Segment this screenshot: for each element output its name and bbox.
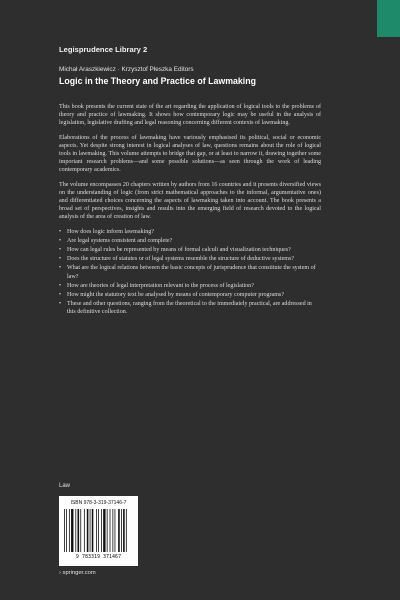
- bullet-icon: •: [59, 237, 62, 244]
- barcode-digits: 9 783319 371467: [75, 554, 122, 560]
- editors-line: Michał Araszkiewicz · Krzysztof Płeszka Editors: [59, 66, 194, 73]
- barcode-bar: [84, 509, 85, 552]
- bullet-icon: •: [59, 247, 62, 254]
- barcode-bar: [90, 509, 91, 552]
- list-item: [59, 237, 321, 245]
- subject-category: Law: [59, 483, 71, 489]
- series-name: Legisprudence Library 2: [59, 45, 148, 54]
- accent-stripe: [377, 0, 400, 37]
- list-item: [59, 264, 321, 280]
- list-item-text: Does the structure of statutes or of legal systems resemble the structure of deductive systems?: [67, 256, 295, 263]
- bullet-icon: •: [59, 282, 62, 289]
- barcode-bar: [126, 509, 127, 552]
- barcode-bar: [69, 509, 70, 552]
- list-item-text: How might the statutory text be analysed by means of contemporary computer programs?: [67, 292, 284, 299]
- barcode-bar: [71, 509, 73, 552]
- barcode-bar: [75, 509, 76, 552]
- list-item-text: What are the logical relations between the basic concepts of jurisprudence that constitute the system of law?: [67, 265, 316, 280]
- list-item: [59, 282, 321, 290]
- barcode-bar: [96, 509, 97, 552]
- bullet-icon: •: [59, 228, 62, 235]
- barcode-bar: [98, 509, 99, 552]
- barcode-bar: [107, 509, 108, 552]
- bullet-icon: •: [59, 265, 62, 272]
- isbn-number: ISBN 978-3-319-37146-7: [70, 500, 127, 506]
- barcode-bar: [123, 509, 125, 552]
- barcode-bar: [118, 509, 120, 552]
- book-title: Logic in the Theory and Practice of Lawmaking: [59, 76, 256, 86]
- list-item-text: How does logic inform lawmaking?: [67, 228, 154, 235]
- list-item: [59, 228, 321, 236]
- barcode-bar: [101, 509, 102, 552]
- list-item: [59, 255, 321, 263]
- question-list: [59, 228, 321, 317]
- list-item-text: Are legal systems consistent and complete?: [67, 237, 173, 244]
- list-item-text: These and other questions, ranging from the theoretical to the immediately practical, are addressed in this definitive collection.: [67, 301, 312, 316]
- barcode-bar: [110, 509, 111, 552]
- list-item: [59, 300, 321, 316]
- blurb-paragraph: This book presents the current state of the art regarding the application of logical tools to the problems of theory and practice of lawmaking. It shows how contemporary logic may be useful in the analysis of legislation, legislative drafting and legal reasoning concerning different contexts of lawmaking.: [59, 104, 321, 127]
- list-item: [59, 291, 321, 299]
- bullet-icon: •: [59, 256, 62, 263]
- barcode-bar: [64, 509, 65, 552]
- barcode-bar: [78, 509, 80, 552]
- barcode-bar: [66, 509, 67, 552]
- blurb-paragraph: Elaborations of the process of lawmaking have variously emphasised its political, social or economic aspects. Yet despite strong interest in logical analyses of law, questions remains about the role of logical tools in lawmaking. This volume attempts to bridge that gap, or at least to narrow it, drawing together some important research problems—and some possible solutions—as seen through the work of leading contemporary academics.: [59, 134, 321, 174]
- barcode-bar: [80, 509, 81, 552]
- bullet-icon: •: [59, 292, 62, 299]
- list-item-text: How are theories of legal interpretation relevant to the process of legislation?: [67, 282, 254, 289]
- barcode-bar: [92, 509, 94, 552]
- barcode: [64, 509, 133, 552]
- barcode-bar: [112, 509, 113, 552]
- list-item: [59, 246, 321, 254]
- barcode-label: [59, 496, 138, 566]
- barcode-bar: [87, 509, 89, 552]
- list-item-text: How can legal rules be represented by means of formal calculi and visualization techniques?: [67, 247, 291, 254]
- barcode-bar: [121, 509, 122, 552]
- bullet-icon: •: [59, 301, 62, 308]
- publisher-url: › springer.com: [59, 570, 96, 576]
- barcode-bar: [103, 509, 105, 552]
- barcode-bar: [115, 509, 116, 552]
- blurb: [59, 103, 321, 318]
- blurb-paragraph: The volume encompasses 20 chapters written by authors from 16 countries and it presents diversified views on the understanding of logic (from strict mathematical approaches to the informal, argumentative ones) and differentiated choices concerning the aspects of lawmaking taken into account. The book presents a broad set of perspectives, insights and results into the emerging field of research devoted to the logical analysis of the area of creation of law.: [59, 181, 321, 221]
